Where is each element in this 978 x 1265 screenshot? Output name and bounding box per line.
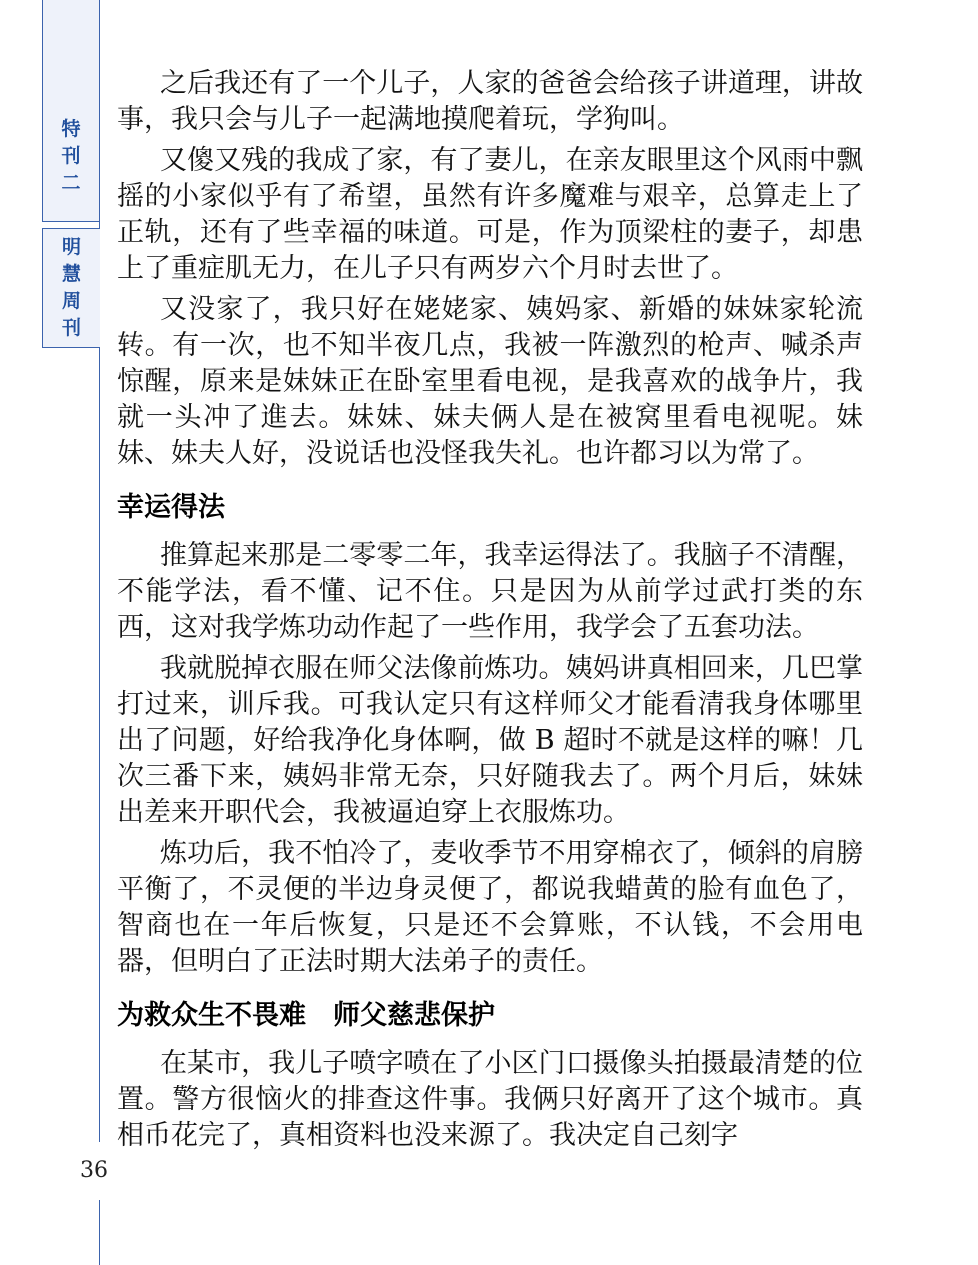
paragraph: 炼功后，我不怕冷了，麦收季节不用穿棉衣了，倾斜的肩膀平衡了，不灵便的半边身灵便了，都说我蜡黄的脸有血色了，智商也在一年后恢复，只是还不会算账，不认钱，不会用电器，但明白了正法时期大法弟子的责任。: [117, 838, 863, 977]
tab-char: 二: [61, 172, 81, 194]
sidebar-tab-minghui-weekly: [42, 228, 100, 348]
margin-rule: [99, 0, 100, 1142]
tab-char: 刊: [61, 317, 81, 339]
sidebar-tab-special-issue: [42, 0, 99, 222]
paragraph: 推算起来那是二零零二年，我幸运得法了。我脑子不清醒，不能学法，看不懂、记不住。只是因为从前学过武打类的东西，这对我学炼功动作起了一些作用，我学会了五套功法。: [117, 540, 863, 643]
paragraph: 又傻又残的我成了家，有了妻儿，在亲友眼里这个风雨中飘摇的小家似乎有了希望，虽然有许多魔难与艰辛，总算走上了正轨，还有了些幸福的味道。可是，作为顶梁柱的妻子，却患上了重症肌无力，在儿子只有两岁六个月时去世了。: [117, 145, 863, 284]
margin-rule-lower: [99, 1200, 100, 1265]
tab-char: 周: [61, 290, 81, 312]
paragraph: 又没家了，我只好在姥姥家、姨妈家、新婚的妹妹家轮流转。有一次，也不知半夜几点，我被一阵激烈的枪声、喊杀声惊醒，原来是妹妹正在卧室里看电视，是我喜欢的战争片，我就一头冲了進去。妹妹、妹夫俩人是在被窝里看电视呢。妹妹、妹夫人好，没说话也没怪我失礼。也许都习以为常了。: [117, 294, 863, 469]
article-body: [117, 66, 863, 1159]
section-heading: 为救众生不畏难 师父慈悲保护: [117, 1000, 495, 1031]
section-heading: 幸运得法: [117, 492, 225, 523]
paragraph: 我就脱掉衣服在师父法像前炼功。姨妈讲真相回来，几巴掌打过来，训斥我。可我认定只有这样师父才能看清我身体哪里出了问题，好给我净化身体啊，做 B 超时不就是这样的嘛！几次三番下来，姨妈非常无奈，只好随我去了。两个月后，妹妹出差来开职代会，我被逼迫穿上衣服炼功。: [117, 653, 863, 828]
paragraph: 在某市，我儿子喷字喷在了小区门口摄像头拍摄最清楚的位置。警方很恼火的排查这件事。我俩只好离开了这个城市。真相币花完了，真相资料也没来源了。我决定自己刻字: [117, 1048, 863, 1151]
tab-char: 明: [61, 236, 81, 258]
tab-char: 特: [61, 118, 81, 140]
tab-char: 刊: [61, 145, 81, 167]
page-number: 36: [80, 1158, 108, 1183]
paragraph: 之后我还有了一个儿子，人家的爸爸会给孩子讲道理，讲故事，我只会与儿子一起满地摸爬着玩，学狗叫。: [117, 68, 863, 135]
tab-char: 慧: [61, 263, 81, 285]
